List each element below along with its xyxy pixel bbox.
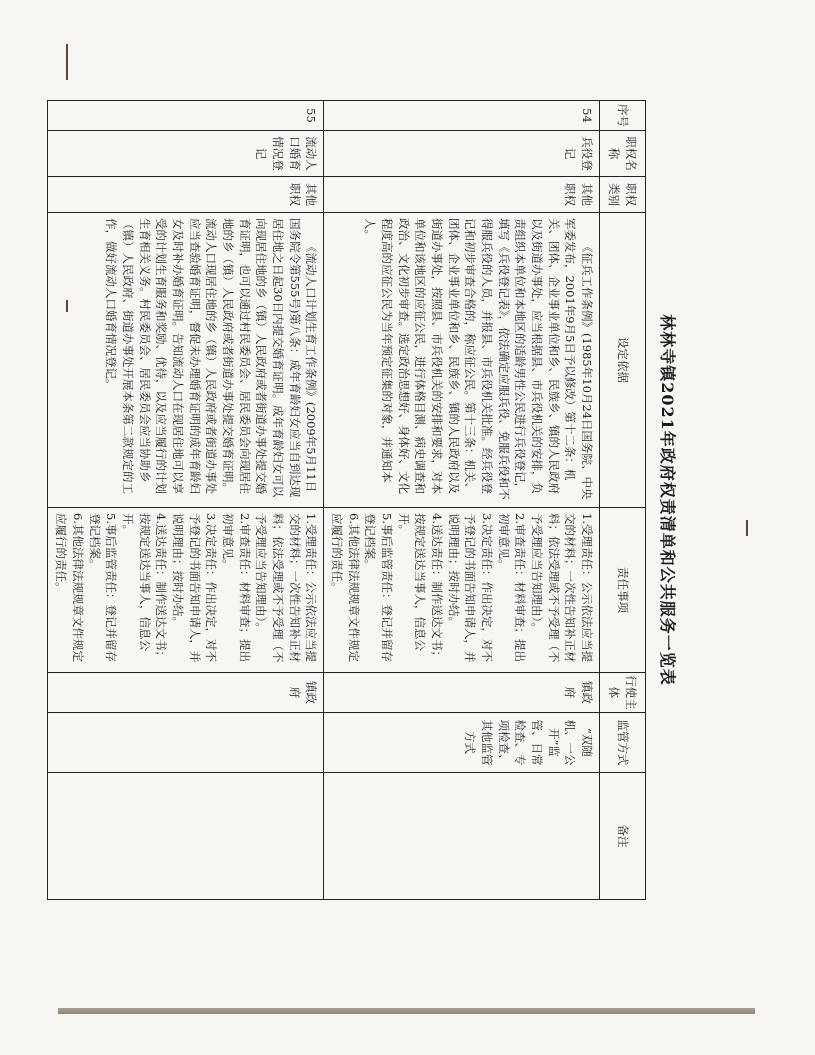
responsibility-item: 1.受理责任：公示依法应当提交的材料；一次性告知补正材料；依法受理或不予受理（不予受理应当告知理由）。: [529, 513, 594, 663]
row-note: [48, 773, 324, 900]
table-header-row: [600, 101, 646, 900]
scan-bottom-edge-shadow: [58, 1008, 755, 1014]
table-row: [324, 101, 600, 900]
header-supervision: 监管方式: [600, 713, 646, 773]
header-responsibility: 责任事项: [600, 508, 646, 673]
row-note: [324, 773, 600, 900]
row-subject: 镇政府: [48, 673, 324, 713]
responsibility-item: 4.送达责任：制作送达文书；按规定送达当事人，信息公开。: [396, 513, 444, 662]
responsibility-item: 2.审查责任：材料审查；提出初审意见。: [220, 513, 252, 662]
responsibility-item: 2.审查责任：材料审查；提出初审意见。: [496, 513, 528, 662]
header-no: 序号: [600, 101, 646, 131]
responsibility-table: [48, 100, 647, 900]
rotated-document: [54, 100, 688, 900]
row-responsibility: [48, 508, 324, 673]
row-type: 其他职权: [48, 177, 324, 213]
header-type: 职权类别: [600, 177, 646, 213]
document-title: 林林寺镇2021年政府权责清单和公共服务一览表: [658, 314, 677, 686]
responsibility-item: 4.送达责任：制作送达文书；按规定送达当事人，信息公开。: [120, 513, 169, 662]
row-supervision: [48, 713, 324, 773]
responsibility-item: 1.受理责任：公示依法应当提交的材料；一次性告知补正材料；依法受理或不予受理（不予受理应当告知理由）。: [254, 513, 319, 663]
responsibility-item: 6.其他法律法规规章文件规定应履行的责任。: [329, 513, 361, 662]
responsibility-item: 5.事后监管责任：登记并留存登记档案。: [363, 513, 394, 662]
basis-text: 《征兵工作条例》(1985年10月24日国务院、中央军委发布，2001年9月5日予以修改）第十二条：机关、团体、企业事业单位和乡、民族乡、镇的人民政府以及街道办事处，应当根据县、市兵役机关的安排，负责组织本单位和本地区的适龄男性公民进行兵役登记，填写《兵役登记表》，依法确定应服兵役、免服兵役和不得服兵役的人员，并报县、市兵役机关批准。经兵役登记和初步审查合格的，称应征公民。第十三条：机关、团体、企业事业单位和乡、民族乡、镇的人民政府以及街道办事处，按照县、市兵役机关的安排和要求，对本单位和该地区的应征公民，进行体格目测、病史调查和政治、文化初步审查。选定政治思想好、身体好、文化程度高的应征公民为当年预定征集的对象，并通知本人。: [363, 218, 594, 500]
row-no: 55: [48, 101, 324, 131]
header-name: 职权名称: [600, 131, 646, 177]
row-basis: [324, 213, 600, 508]
row-supervision: “双随机、一公开”监管、日常检查、专项检查、其他监管方式: [324, 713, 600, 773]
header-basis: 设定依据: [600, 213, 646, 508]
row-no: 54: [324, 101, 600, 131]
row-type: 其他职权: [324, 177, 600, 213]
scan-edge-mark-top: [66, 44, 68, 80]
row-name: 兵役登记: [324, 131, 600, 177]
responsibility-item: 6.其他法律法规规章文件规定应履行的责任。: [54, 513, 85, 662]
table-row: [48, 101, 324, 900]
scan-edge-mark-right: [746, 520, 748, 536]
row-basis: [48, 213, 324, 508]
responsibility-item: 3.决定责任：作出决定，对不予登记的书面告知申请人，并说明理由；按时办结。: [446, 513, 494, 663]
basis-text: 《流动人口计划生育工作条例》(2009年5月11日国务院令第555号)第八条：成年育龄妇女应当自到达现居住地之日起30日内提交婚育证明。成年育龄妇女可以向现居住地的乡（镇）人民政府或者街道办事处提交婚育证明，也可以通过村民委员会、居民委员会向现居住地的乡（镇）人民政府或者街道办事处提交婚育证明。流动人口现居住地的乡（镇）人民政府或者街道办事处应当查验婚育证明，督促未办理婚育证明的成年育龄妇女及时补办婚育证明。告知流动人口在现居住地可以享受的计划生育服务和奖励、优待，以及应当履行的计划生育相关义务。村民委员会、居民委员会应当协助乡（镇）人民政府、街道办事处开展本条第二款规定的工作，做好流动人口婚育情况登记。: [104, 218, 319, 498]
header-note: 备注: [600, 773, 646, 900]
row-subject: 镇政府: [324, 673, 600, 713]
row-name: 流动人口婚育情况登记: [48, 131, 324, 177]
row-responsibility: [324, 508, 600, 673]
responsibility-item: 3.决定责任：作出决定，对不予登记的书面告知申请人，并说明理由；按时办结。: [170, 513, 219, 663]
responsibility-item: 5.事后监管责任：登记并留存登记档案。: [87, 513, 119, 662]
header-subject: 行使主体: [600, 673, 646, 713]
